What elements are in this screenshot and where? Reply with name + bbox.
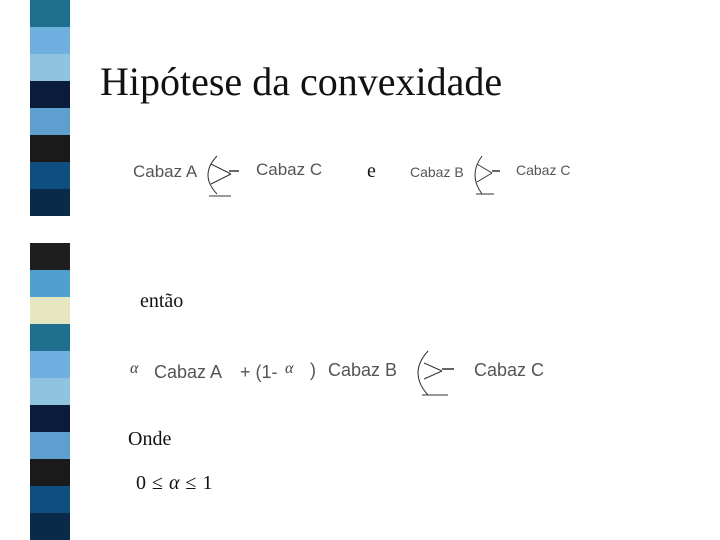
- stripe-block: [30, 0, 70, 27]
- stripe-block: [30, 324, 70, 351]
- combo-plus: + (1-: [240, 362, 278, 382]
- weak-preference-icon: [199, 150, 255, 200]
- stripe-block: [30, 459, 70, 486]
- alpha-symbol: α: [130, 360, 139, 377]
- weak-preference-icon: [468, 150, 514, 198]
- constraint-alpha: α: [168, 472, 180, 494]
- stripe-block: [30, 189, 70, 216]
- stripe-block: [30, 270, 70, 297]
- combo-close-paren: ): [310, 360, 316, 380]
- stripe-block: [30, 243, 70, 270]
- stripe-block: [30, 351, 70, 378]
- entao-label: então: [140, 290, 184, 312]
- alpha-symbol-2: α: [285, 360, 294, 377]
- combo-cabaz-c: Cabaz C: [474, 360, 545, 380]
- stripe-block: [30, 135, 70, 162]
- stripe-block: [30, 108, 70, 135]
- cabaz-a-label: Cabaz A: [133, 162, 198, 181]
- stripe-block: [30, 405, 70, 432]
- constraint-le-1: ≤: [152, 472, 163, 494]
- weak-preference-icon: [408, 345, 468, 400]
- stripe-block: [30, 432, 70, 459]
- alpha-constraint: [136, 472, 212, 495]
- constraint-zero: 0: [136, 472, 146, 494]
- cabaz-b-label: Cabaz B: [410, 164, 464, 180]
- stripe-block: [30, 513, 70, 540]
- constraint-one: 1: [202, 472, 213, 494]
- onde-label: Onde: [128, 428, 172, 450]
- stripe-block: [30, 216, 70, 243]
- stripe-block: [30, 81, 70, 108]
- stripe-block: [30, 486, 70, 513]
- decorative-stripe: [30, 0, 70, 540]
- cabaz-c-label-2: Cabaz C: [516, 162, 571, 178]
- combo-cabaz-b: Cabaz B: [328, 360, 398, 380]
- stripe-block: [30, 162, 70, 189]
- combo-cabaz-a: Cabaz A: [154, 362, 223, 382]
- stripe-block: [30, 378, 70, 405]
- stripe-block: [30, 297, 70, 324]
- stripe-block: [30, 54, 70, 81]
- stripe-block: [30, 27, 70, 54]
- cabaz-c-label: Cabaz C: [256, 160, 323, 179]
- constraint-le-2: ≤: [185, 472, 197, 494]
- slide-title: Hipótese da convexidade: [100, 59, 503, 104]
- conjunction-e: e: [367, 160, 376, 182]
